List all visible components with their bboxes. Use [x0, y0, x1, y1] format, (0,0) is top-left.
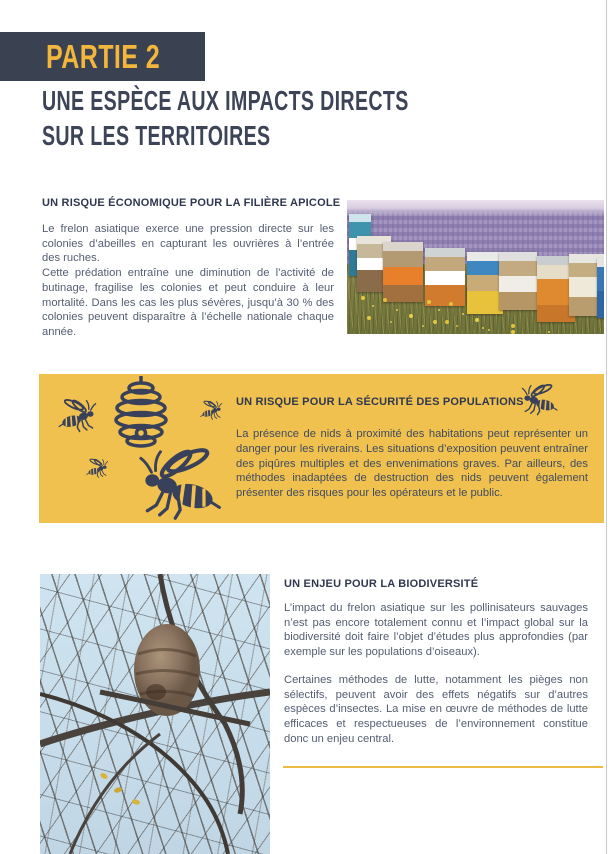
- yellow-flowers: [361, 296, 365, 300]
- beehive-skep-icon: [116, 376, 166, 446]
- biodiversity-paragraph-1: L’impact du frelon asiatique sur les pollinisateurs sauvages n’est pas encore totalement connu et l’impact global sur la biodiversité doit faire l’objet d’études plus approfondies (par exemple sur les populations d’oiseaux).: [284, 602, 588, 659]
- apicole-paragraph-2: Cette prédation entraîne une diminution de l’activité de butinage, fragilise les colonies et peut conduire à leur mortalité. Dans les cas les plus sévères, jusqu’à 30 % des colonies peuvent disparaître à l’échelle nationale chaque année.: [42, 267, 334, 338]
- page-title-line2: SUR LES TERRITOIRES: [42, 119, 271, 151]
- security-box: [39, 374, 604, 523]
- hornet-icon: [87, 458, 108, 477]
- biodiversity-section-body: [284, 601, 588, 746]
- nest-photo-art: [40, 574, 270, 854]
- apicole-paragraph-1: Le frelon asiatique exerce une pression directe sur les colonies d’abeilles en capturant les ouvrières à l’entrée des ruches.: [42, 223, 334, 265]
- hornet-nest-photo: [40, 574, 270, 854]
- yellow-divider: [283, 766, 603, 768]
- page-title-line1: UNE ESPÈCE AUX IMPACTS DIRECTS: [42, 85, 409, 116]
- hornet-icon: [141, 446, 220, 518]
- security-section-heading: UN RISQUE POUR LA SÉCURITÉ DES POPULATIONS: [236, 396, 524, 408]
- security-section-body: [236, 427, 588, 501]
- security-paragraph: La présence de nids à proximité des habitations peut représenter un danger pour les riverains. Les situations d’exposition peuvent entraîner des piqûres multiples et des envenimations graves. Par ailleurs, des méthodes inadaptées de destruction des nids peuvent également présenter des risques pour les opérateurs et le public.: [236, 428, 588, 500]
- apicole-section-body: [42, 222, 334, 340]
- page-title: [42, 84, 409, 153]
- partie-badge-label: PARTIE 2: [46, 38, 161, 75]
- hornet-icon: [201, 400, 222, 419]
- beehive-box: [467, 252, 503, 314]
- beehive-box: [597, 258, 604, 318]
- hives-lavender-photo: [347, 200, 604, 334]
- beehive-box: [383, 242, 423, 302]
- beehive-box: [425, 248, 465, 306]
- page-edge-line: [606, 0, 607, 854]
- yellow-flowers: [427, 300, 431, 304]
- beehive-box: [499, 252, 537, 310]
- partie-badge: [0, 32, 205, 81]
- biodiversity-section-heading: UN ENJEU POUR LA BIODIVERSITÉ: [284, 578, 479, 590]
- hornet-icon: [59, 398, 95, 431]
- apicole-section-heading: UN RISQUE ÉCONOMIQUE POUR LA FILIÈRE APICOLE: [42, 197, 341, 209]
- biodiversity-paragraph-2: Certaines méthodes de lutte, notamment les pièges non sélectifs, peuvent avoir des effets négatifs sur d’autres espèces d’insectes. La mise en œuvre de méthodes de lutte efficaces et respectueuses de l’environnement constitue donc un enjeu central.: [284, 673, 588, 745]
